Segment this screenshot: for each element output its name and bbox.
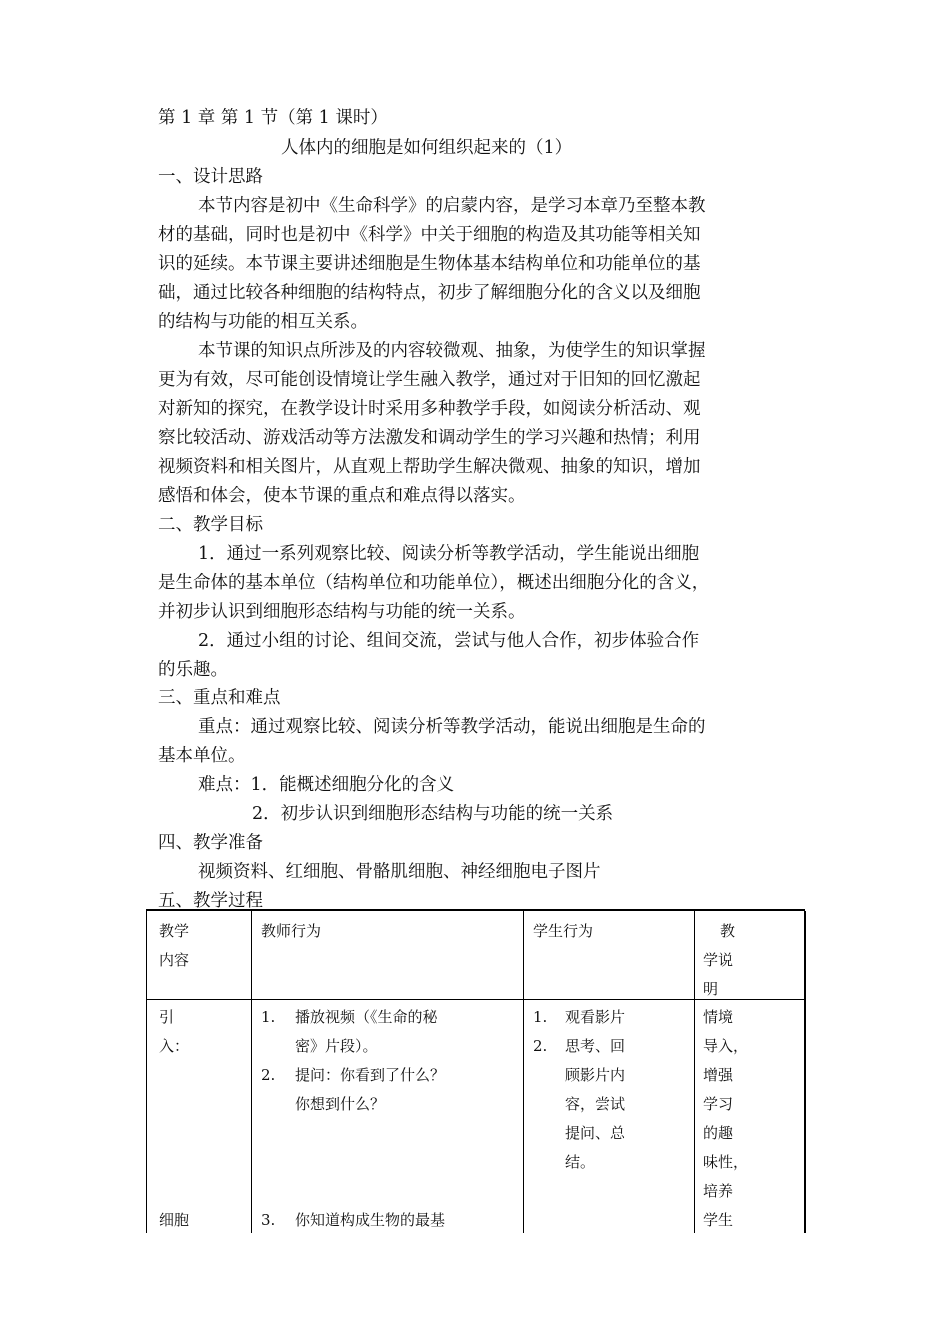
header-note: 教 学说 明 [703, 922, 736, 998]
section-heading-process: 五、教学过程 [158, 891, 263, 911]
chapter-label: 第 1 章 第 1 节（第 1 课时） [158, 108, 388, 128]
paragraph-line: 材的基础，同时也是初中《科学》中关于细胞的构造及其功能等相关知 [158, 225, 701, 245]
section-heading-goals: 二、教学目标 [158, 515, 263, 535]
table-divider [251, 911, 252, 1233]
paragraph-line: 视频资料、红细胞、骨骼肌细胞、神经细胞电子图片 [198, 862, 601, 882]
paragraph-line: 基本单位。 [158, 746, 246, 766]
paragraph-line: 的结构与功能的相互关系。 [158, 312, 368, 332]
section-heading-preparation: 四、教学准备 [158, 833, 263, 853]
section-heading-key-points: 三、重点和难点 [158, 688, 281, 708]
header-student: 学生行为 [533, 922, 594, 940]
difficulty-line: 2．初步认识到细胞形态结构与功能的统一关系 [252, 804, 614, 824]
paragraph-line: 础，通过比较各种细胞的结构特点，初步了解细胞分化的含义以及细胞 [158, 283, 701, 303]
paragraph-line: 1．通过一系列观察比较、阅读分析等教学活动，学生能说出细胞 [198, 544, 700, 564]
paragraph-line: 并初步认识到细胞形态结构与功能的统一关系。 [158, 602, 526, 622]
table-divider [523, 911, 524, 1233]
paragraph-line: 视频资料和相关图片，从直观上帮助学生解决微观、抽象的知识，增加 [158, 457, 701, 477]
row-content-cell: 细胞 [159, 1211, 190, 1229]
paragraph-line: 识的延续。本节课主要讲述细胞是生物体基本结构单位和功能单位的基 [158, 254, 701, 274]
row-note-intro: 情境 导入， 增强 学习 的趣 味性， 培养 学生 [703, 1008, 749, 1229]
paragraph-line: 本节课的知识点所涉及的内容较微观、抽象，为使学生的知识掌握 [198, 341, 706, 361]
section-heading-design: 一、设计思路 [158, 167, 263, 187]
paragraph-line: 2．通过小组的讨论、组间交流，尝试与他人合作，初步体验合作 [198, 631, 700, 651]
paragraph-line: 察比较活动、游戏活动等方法激发和调动学生的学习兴趣和热情；利用 [158, 428, 701, 448]
teaching-process-table: 教学 内容 教师行为 学生行为 教 学说 明 引 入： 1. 播放视频（《生命的秘 密》片段）。 2. 提问：你看到了什么？ 你想到什么？ 1. 观看影片 2. 思考、回 顾影片内 容，尝试 提问、总 结。 情境 导入， 增强 学习 的趣 味性， 培养 学生 细胞 3. 你知道构成生物的最基 [146, 909, 805, 1233]
paragraph-line: 是生命体的基本单位（结构单位和功能单位），概述出细胞分化的含义， [158, 573, 710, 593]
paragraph-line: 本节内容是初中《生命科学》的启蒙内容，是学习本章乃至整本教 [198, 196, 706, 216]
header-content: 教学 内容 [159, 922, 190, 969]
paragraph-line: 的乐趣。 [158, 660, 228, 680]
difficulty-line: 难点：1．能概述细胞分化的含义 [198, 775, 455, 795]
header-teacher: 教师行为 [261, 922, 322, 940]
paragraph-line: 更为有效，尽可能创设情境让学生融入教学，通过对于旧知的回忆激起 [158, 370, 701, 390]
page-title: 人体内的细胞是如何组织起来的（1） [281, 138, 573, 158]
paragraph-line: 重点：通过观察比较、阅读分析等教学活动，能说出细胞是生命的 [198, 717, 706, 737]
row-content-intro: 引 入： [159, 1008, 190, 1055]
table-divider [694, 911, 695, 1233]
paragraph-line: 对新知的探究，在教学设计时采用多种教学手段，如阅读分析活动、观 [158, 399, 701, 419]
paragraph-line: 感悟和体会，使本节课的重点和难点得以落实。 [158, 486, 526, 506]
table-divider [804, 911, 806, 1233]
